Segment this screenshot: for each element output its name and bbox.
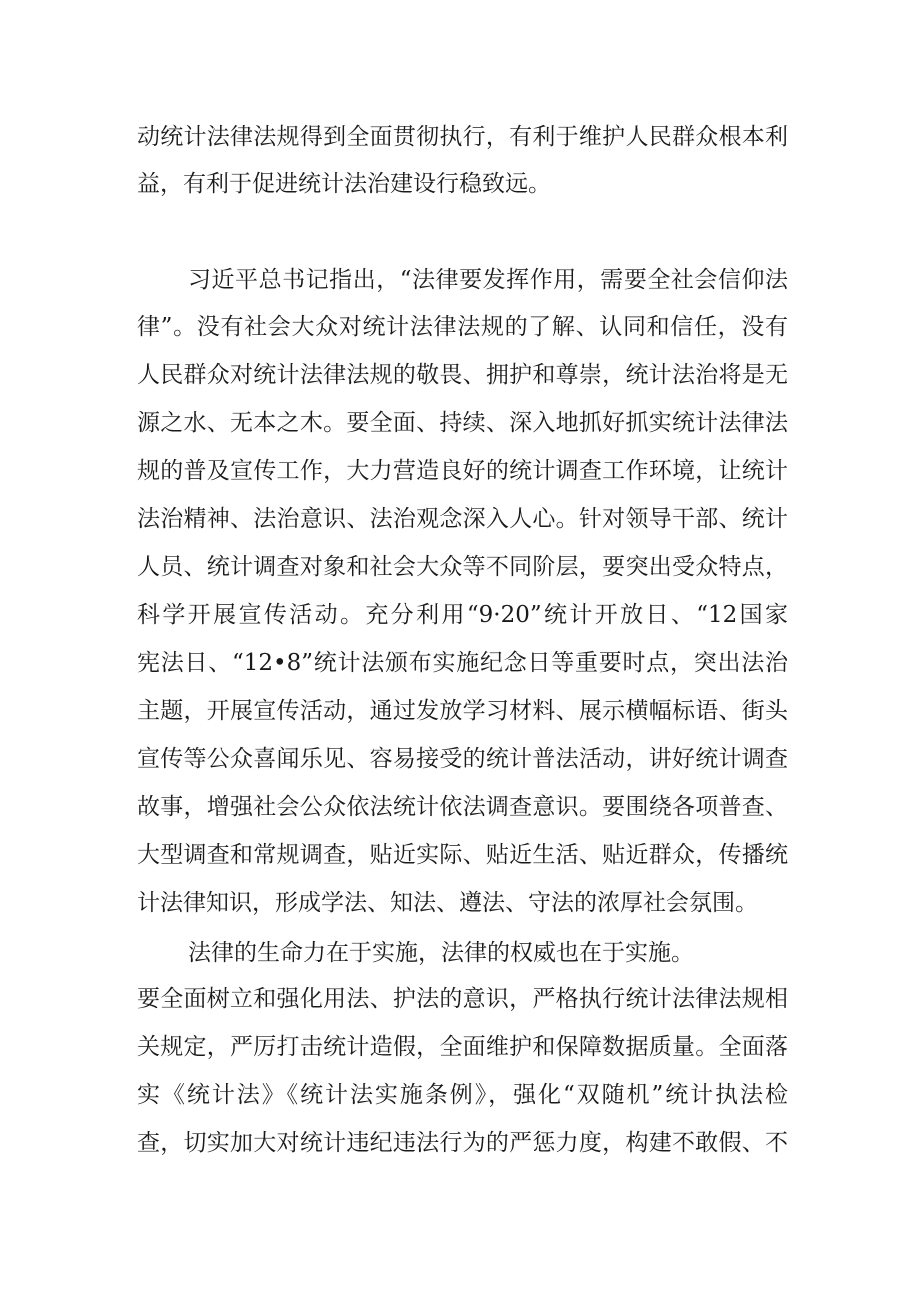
paragraph-2-line-1: 习近平总书记指出，“法律要发挥作用，需要全社会信仰法: [188, 267, 788, 293]
paragraph-2-line-9: 宪法日、“12•8”统计法颁布实施纪念日等重要时点，突出法治: [137, 650, 788, 676]
paragraph-2-line-2: 律”。没有社会大众对统计法律法规的了解、认同和信任，没有: [137, 314, 788, 340]
paragraph-3-line-3: 关规定，严厉打击统计造假，全面维护和保障数据质量。全面落: [137, 1034, 788, 1060]
paragraph-2-line-7: 人员、统计调查对象和社会大众等不同阶层，要突出受众特点，: [137, 554, 788, 580]
paragraph-2-line-10: 主题，开展宣传活动，通过发放学习材料、展示横幅标语、街头: [137, 698, 788, 724]
paragraph-2-line-5: 规的普及宣传工作，大力营造良好的统计调查工作环境，让统计: [137, 458, 788, 484]
paragraph-2-line-4: 源之水、无本之木。要全面、持续、深入地抓好抓实统计法律法: [137, 410, 788, 436]
paragraph-3-line-1: 法律的生命力在于实施，法律的权威也在于实施。: [188, 940, 694, 966]
paragraph-2-line-14: 计法律知识，形成学法、知法、遵法、守法的浓厚社会氛围。: [137, 890, 758, 916]
paragraph-2-line-6: 法治精神、法治意识、法治观念深入人心。针对领导干部、统计: [137, 506, 788, 532]
paragraph-2-line-13: 大型调查和常规调查，贴近实际、贴近生活、贴近群众，传播统: [137, 842, 788, 868]
paragraph-2-line-11: 宣传等公众喜闻乐见、容易接受的统计普法活动，讲好统计调查: [137, 746, 788, 772]
paragraph-3-line-5: 查，切实加大对统计违纪违法行为的严惩力度，构建不敢假、不: [137, 1130, 788, 1156]
paragraph-3-line-2: 要全面树立和强化用法、护法的意识，严格执行统计法律法规相: [137, 986, 788, 1012]
paragraph-3-line-4: 实《统计法》《统计法实施条例》，强化“双随机”统计执法检: [137, 1082, 788, 1108]
paragraph-2-line-12: 故事，增强社会公众依法统计依法调查意识。要围绕各项普查、: [137, 794, 788, 820]
paragraph-2-line-8: 科学开展宣传活动。充分利用“9·20”统计开放日、“12国家: [137, 602, 788, 628]
paragraph-1-line-2: 益，有利于促进统计法治建设行稳致远。: [137, 171, 551, 197]
paragraph-1-line-1: 动统计法律法规得到全面贯彻执行，有利于维护人民群众根本利: [137, 124, 788, 150]
paragraph-2-line-3: 人民群众对统计法律法规的敬畏、拥护和尊崇，统计法治将是无: [137, 362, 788, 388]
